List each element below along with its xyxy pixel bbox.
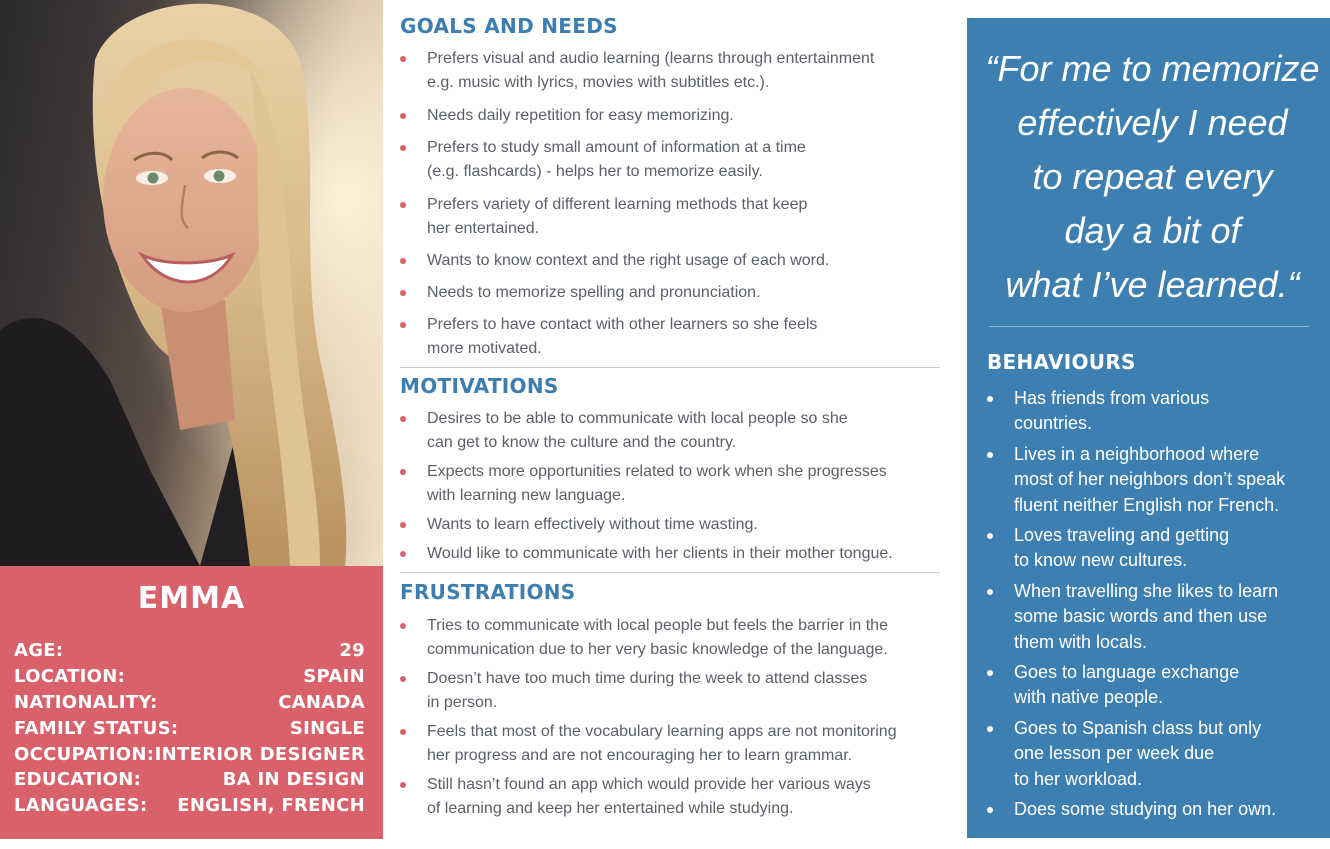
list-item: [985, 716, 1325, 792]
fact-value: 29: [339, 640, 365, 662]
item-line: e.g. music with lyrics, movies with subtitles etc.).: [427, 74, 770, 91]
item-line: can get to know the culture and the country.: [427, 434, 737, 451]
item-line: some basic words and then use: [1014, 606, 1268, 627]
goals-title: GOALS AND NEEDS: [400, 14, 618, 38]
item-line: to know new cultures.: [1014, 550, 1188, 571]
list-item: [400, 667, 940, 715]
item-line: Does some studying on her own.: [1014, 799, 1277, 820]
list-item: [400, 281, 940, 305]
list-item: [400, 104, 940, 128]
list-item: [985, 660, 1325, 711]
item-line: Prefers variety of different learning methods that keep: [427, 196, 808, 213]
item-line: Expects more opportunities related to work when she progresses: [427, 463, 887, 480]
item-line: Loves traveling and getting: [1014, 525, 1230, 546]
profile-card: [0, 566, 383, 839]
list-item: [400, 407, 940, 455]
item-line: countries.: [1014, 413, 1093, 434]
item-line: Wants to know context and the right usage of each word.: [427, 252, 830, 269]
persona-quote: [967, 18, 1330, 312]
item-line: in person.: [427, 694, 498, 711]
item-line: Would like to communicate with her clients in their mother tongue.: [427, 545, 893, 562]
fact-value: SINGLE: [289, 717, 365, 739]
persona-details: [400, 14, 940, 821]
list-item: [985, 579, 1325, 655]
item-line: to her workload.: [1014, 768, 1143, 789]
item-line: Wants to learn effectively without time wasting.: [427, 516, 758, 533]
frustrations-list: [400, 614, 940, 821]
fact-nationality: [14, 690, 365, 716]
fact-value: BA IN DESIGN: [222, 769, 365, 791]
quote-behaviours-panel: [967, 18, 1330, 838]
item-line: them with locals.: [1014, 631, 1148, 652]
item-line: communication due to her very basic knowledge of the language.: [427, 641, 888, 658]
fact-label: OCCUPATION:: [14, 743, 155, 765]
list-item: [400, 773, 940, 821]
fact-value: INTERIOR DESIGNER: [154, 743, 365, 765]
list-item: [985, 523, 1325, 574]
item-line: When travelling she likes to learn: [1014, 580, 1279, 601]
item-line: Goes to language exchange: [1014, 662, 1240, 683]
fact-education: [14, 767, 365, 793]
item-line: more motivated.: [427, 340, 542, 357]
quote-line: what I’ve learned.“: [1005, 264, 1300, 305]
item-line: (e.g. flashcards) - helps her to memorize easily.: [427, 163, 763, 180]
fact-label: LOCATION:: [14, 666, 126, 688]
item-line: Desires to be able to communicate with local people so she: [427, 410, 848, 427]
fact-value: SPAIN: [303, 666, 365, 688]
item-line: most of her neighbors don’t speak: [1014, 469, 1286, 490]
fact-location: [14, 664, 365, 690]
item-line: Feels that most of the vocabulary learning apps are not monitoring: [427, 723, 897, 740]
item-line: her entertained.: [427, 220, 540, 237]
fact-value: ENGLISH, FRENCH: [177, 795, 365, 817]
item-line: Needs daily repetition for easy memorizing.: [427, 107, 734, 124]
item-line: Doesn’t have too much time during the week to attend classes: [427, 670, 868, 687]
item-line: Has friends from various: [1014, 388, 1210, 408]
item-line: Lives in a neighborhood where: [1014, 443, 1260, 464]
fact-value: CANADA: [278, 691, 365, 713]
item-line: with learning new language.: [427, 487, 626, 504]
motivations-title: MOTIVATIONS: [400, 374, 559, 398]
fact-label: LANGUAGES:: [14, 795, 148, 817]
item-line: Prefers to study small amount of information at a time: [427, 139, 806, 156]
item-line: one lesson per week due: [1014, 743, 1215, 764]
item-line: Goes to Spanish class but only: [1014, 717, 1262, 738]
list-item: [400, 720, 940, 768]
behaviours-list: [985, 386, 1325, 828]
behaviours-title: BEHAVIOURS: [987, 350, 1136, 374]
section-divider: [400, 367, 940, 368]
persona-portrait-illustration: [0, 0, 383, 566]
list-item: [400, 249, 940, 273]
fact-occupation: [14, 741, 365, 767]
frustrations-title: FRUSTRATIONS: [400, 580, 576, 604]
fact-label: FAMILY STATUS:: [14, 717, 179, 739]
persona-facts: [0, 638, 383, 819]
item-line: Needs to memorize spelling and pronunciation.: [427, 284, 761, 301]
list-item: [400, 614, 940, 662]
motivations-list: [400, 407, 940, 566]
quote-divider: [989, 326, 1309, 327]
quote-line: “For me to memorize: [985, 48, 1320, 89]
fact-label: EDUCATION:: [14, 769, 142, 791]
persona-name: EMMA: [137, 581, 246, 616]
persona-photo: [0, 0, 383, 566]
item-line: Prefers visual and audio learning (learns through entertainment: [427, 50, 875, 67]
item-line: with native people.: [1014, 687, 1164, 708]
list-item: [400, 47, 940, 95]
list-item: [985, 386, 1325, 437]
fact-languages: [14, 793, 365, 819]
list-item: [400, 513, 940, 537]
list-item: [400, 542, 940, 566]
fact-label: AGE:: [14, 640, 64, 662]
quote-line: day a bit of: [1064, 210, 1241, 251]
list-item: [400, 193, 940, 241]
fact-age: [14, 638, 365, 664]
fact-family-status: [14, 715, 365, 741]
quote-line: effectively I need: [1017, 102, 1288, 143]
item-line: Tries to communicate with local people but feels the barrier in the: [427, 617, 888, 634]
fact-label: NATIONALITY:: [14, 691, 158, 713]
item-line: her progress and are not encouraging her to learn grammar.: [427, 747, 853, 764]
item-line: Still hasn’t found an app which would provide her various ways: [427, 776, 871, 793]
goals-list: [400, 47, 940, 361]
item-line: of learning and keep her entertained while studying.: [427, 800, 794, 817]
item-line: Prefers to have contact with other learners so she feels: [427, 316, 818, 333]
list-item: [985, 442, 1325, 518]
quote-line: to repeat every: [1032, 156, 1273, 197]
list-item: [400, 313, 940, 361]
section-divider: [400, 572, 940, 573]
list-item: [400, 460, 940, 508]
list-item: [985, 797, 1325, 822]
item-line: fluent neither English nor French.: [1014, 494, 1280, 515]
list-item: [400, 136, 940, 184]
